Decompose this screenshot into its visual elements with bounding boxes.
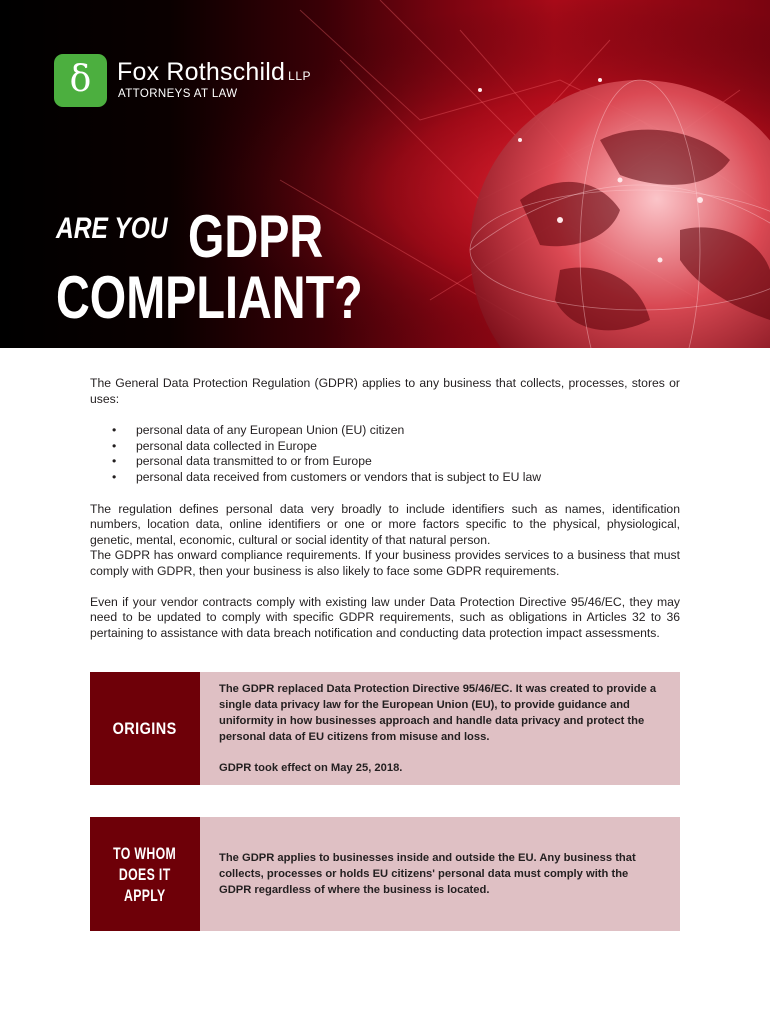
origins-label [90,672,200,785]
vendor-contracts-paragraph: Even if your vendor contracts comply with existing law under Data Protection Directive 95/46/EC, they may need to be updated to comply with specific GDPR requirements, such as obligations in Articles 32 to 36 pertaining to assistance with data breach notification and conducting data protection impact assessments. [90,594,680,640]
logo-delta-icon: δ [69,58,92,100]
list-item: • personal data received from customers or vendors that is subject to EU law [90,470,680,486]
headline-compliant: COMPLIANT? [56,264,363,331]
applicability-list [90,423,680,485]
body-text [90,376,680,641]
origins-box [90,672,680,785]
intro-paragraph: The General Data Protection Regulation (GDPR) applies to any business that collects, processes, stores or uses: [90,376,680,406]
firm-suffix: LLP [288,69,312,83]
to-whom-label [90,817,200,931]
firm-name [117,58,311,87]
to-whom-label-line: APPLY [124,885,166,905]
firm-logo [54,54,107,107]
to-whom-box [90,817,680,931]
list-item: • personal data collected in Europe [90,439,680,455]
list-item: • personal data transmitted to or from Europe [90,454,680,470]
origins-description: The GDPR replaced Data Protection Directive 95/46/EC. It was created to provide a single data privacy law for the European Union (EU), to provide guidance and uniformity in how businesses approach and handle data privacy and protect the personal data of EU citizens from misuse and loss. [219,683,657,743]
firm-name-text: Fox Rothschild [117,58,286,86]
origins-label-text: ORIGINS [112,719,177,738]
to-whom-label-line: TO WHOM [113,843,177,863]
list-item: • personal data of any European Union (EU) citizen [90,423,680,439]
definition-paragraph: The regulation defines personal data very broadly to include identifiers such as names, identification numbers, location data, online identifiers or one or more factors specific to the physical, physiological, genetic, mental, economic, cultural or social identity of that natural person. [90,501,680,547]
headline-are-you: ARE YOU [56,212,168,245]
headline-gdpr: GDPR [188,203,324,270]
origins-effective-date: GDPR took effect on May 25, 2018. [219,762,403,774]
firm-tagline: ATTORNEYS AT LAW [118,88,238,100]
to-whom-label-text [108,843,182,906]
to-whom-text [200,817,680,931]
to-whom-label-line: DOES IT [119,864,171,884]
origins-text [200,672,680,785]
headline-line-1 [56,203,324,270]
hero-banner [0,0,770,348]
onward-compliance-paragraph: The GDPR has onward compliance requirements. If your business provides services to a business that must comply with GDPR, then your business is also likely to face some GDPR requirements. [90,548,680,578]
to-whom-description: The GDPR applies to businesses inside and outside the EU. Any business that collects, processes or holds EU citizens' personal data must comply with the GDPR regardless of where the business is located. [219,852,636,896]
